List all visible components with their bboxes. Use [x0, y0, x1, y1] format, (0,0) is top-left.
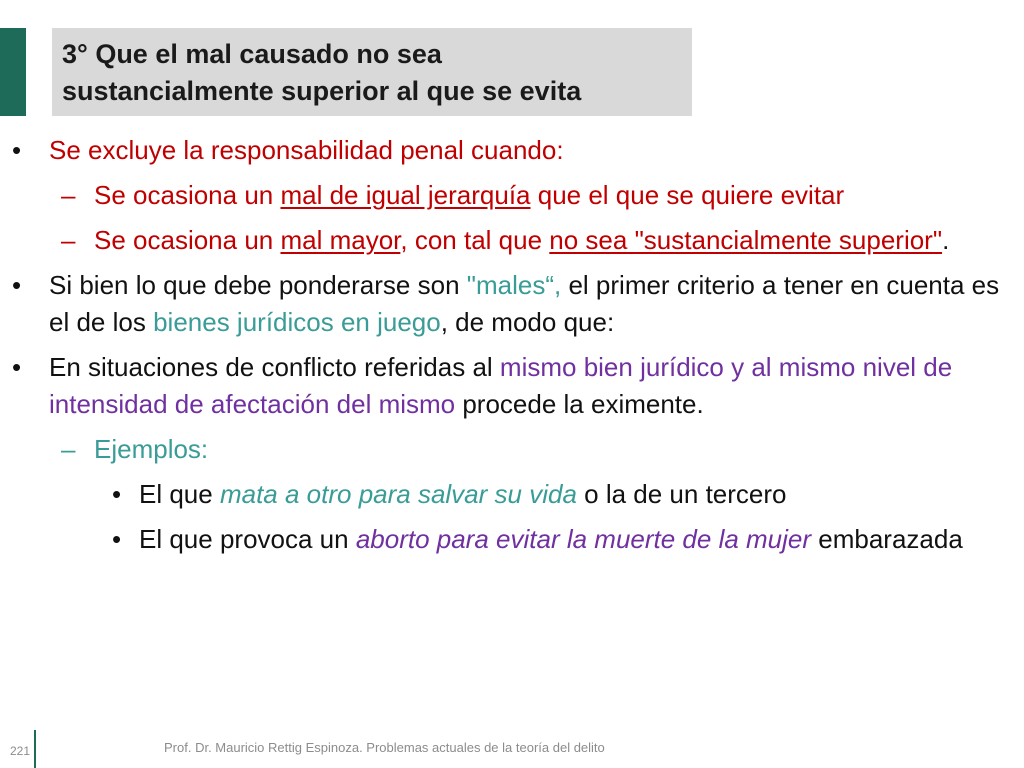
title-line-1: 3° Que el mal causado no sea	[62, 39, 442, 69]
list-item	[0, 177, 1009, 214]
bullet-marker: •	[112, 479, 122, 509]
underlined-text: mal mayor	[280, 225, 401, 255]
dash-marker: –	[61, 180, 76, 210]
list-item	[0, 222, 1009, 259]
item-text: procede la eximente.	[455, 389, 704, 419]
item-text: , con tal que	[400, 225, 550, 255]
item-text: embarazada	[811, 524, 963, 554]
item-text: o la de un tercero	[576, 479, 787, 509]
list-item	[0, 132, 1009, 169]
item-text: que el que se quiere evitar	[530, 180, 845, 210]
list-item	[0, 476, 999, 513]
highlight-text: bienes jurídicos en juego	[153, 307, 441, 337]
bullet-marker: •	[12, 352, 22, 382]
highlight-text: mata a otro para salvar su vida	[219, 479, 577, 509]
list-item	[0, 521, 999, 558]
item-text: Se excluye la responsabilidad penal cuando:	[49, 135, 564, 165]
list-item	[0, 349, 1009, 423]
item-text: En situaciones de conflicto referidas al	[49, 352, 500, 382]
item-text: El que provoca un	[139, 524, 356, 554]
item-text: , de modo que:	[440, 307, 615, 337]
item-text: .	[942, 225, 950, 255]
item-text: el primer criterio a tener en cuenta es el de los	[49, 270, 1000, 337]
dash-marker: –	[61, 434, 76, 464]
bullet-marker: •	[112, 524, 122, 554]
bullet-marker: •	[12, 270, 22, 300]
footer-author: Prof. Dr. Mauricio Rettig Espinoza. Problemas actuales de la teoría del delito	[164, 740, 605, 755]
highlight-text: "males“,	[466, 270, 562, 300]
bullet-marker: •	[12, 135, 22, 165]
underlined-text: mal de igual jerarquía	[280, 180, 531, 210]
item-text: Ejemplos:	[94, 434, 209, 464]
slide-content	[0, 132, 1024, 566]
title-line-2: sustancialmente superior al que se evita	[62, 76, 582, 106]
page-number-divider	[34, 730, 36, 768]
slide-title	[52, 28, 692, 116]
item-text: Si bien lo que debe ponderarse son	[49, 270, 467, 300]
underlined-text: no sea "sustancialmente superior"	[549, 225, 943, 255]
dash-marker: –	[61, 225, 76, 255]
item-text: Se ocasiona un	[94, 180, 281, 210]
item-text: El que	[139, 479, 220, 509]
highlight-text: mismo bien jurídico y al mismo nivel de intensidad de afectación del mismo	[49, 352, 953, 419]
page-number: 221	[10, 744, 31, 758]
highlight-text: aborto para evitar la muerte de la mujer	[355, 524, 812, 554]
accent-bar	[0, 28, 26, 116]
list-item	[0, 267, 1009, 341]
list-item	[0, 431, 1009, 468]
item-text: Se ocasiona un	[94, 225, 281, 255]
